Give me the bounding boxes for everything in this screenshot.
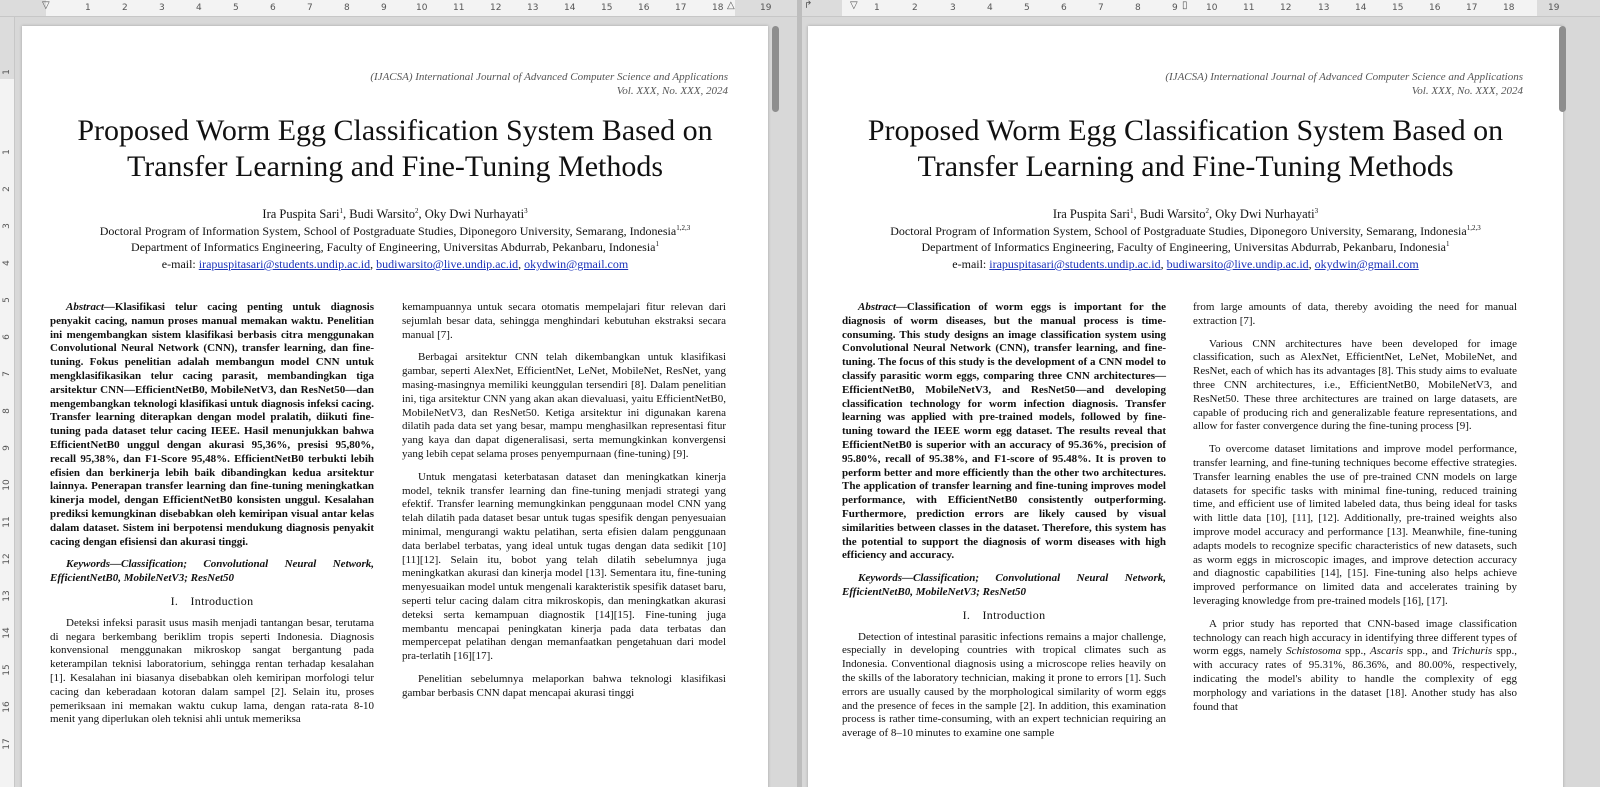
affiliation <box>22 240 768 255</box>
section-heading: I. Introduction <box>170 593 254 608</box>
ruler-number: 3 <box>159 3 165 13</box>
affiliation-text: Doctoral Program of Information System, School of Postgraduate Studies, Diponegoro University, Semarang, Indonesia <box>99 224 677 238</box>
journal-name: (IJACSA) International Journal of Advanced Computer Science and Applications <box>1165 71 1523 83</box>
ruler-number: 19 <box>760 3 772 13</box>
ruler-number: 8 <box>344 3 350 13</box>
author-name: Ira Puspita Sari <box>1052 207 1130 222</box>
ruler-number: 11 <box>453 3 465 13</box>
ruler-number: 8 <box>2 408 12 414</box>
ruler-number: 13 <box>1318 3 1330 13</box>
ruler-number: 7 <box>1098 3 1104 13</box>
vertical-ruler[interactable] <box>0 17 15 787</box>
author-sup: 3 <box>524 207 528 215</box>
keywords: Keywords—Classification; Convolutional Neural Network, EfficientNetB0, MobileNetV3; ResNet50 <box>50 558 374 585</box>
author-sup: 3 <box>1314 207 1319 215</box>
ruler-left-margin <box>0 0 46 16</box>
ruler-number: 4 <box>196 3 202 13</box>
author-list: Ira Puspita Sari$^1$, Budi Warsito$^2$, Oky Dwi Nurhayati$^3$ <box>262 207 528 222</box>
email-link[interactable]: okydwin@gmail.com <box>524 257 629 271</box>
ruler-number: 6 <box>270 3 276 13</box>
column-right[interactable] <box>1193 301 1517 723</box>
author-name: Oky Dwi Nurhayati <box>424 207 525 222</box>
ruler-number: 3 <box>950 3 956 13</box>
column-right[interactable] <box>402 301 726 710</box>
ruler-number: 18 <box>712 3 724 13</box>
affiliation-text: Doctoral Program of Information System, School of Postgraduate Studies, Diponegoro University, Semarang, Indonesia <box>890 224 1467 238</box>
horizontal-ruler[interactable] <box>802 0 1600 17</box>
ruler-number: 1 <box>2 69 12 75</box>
email-link[interactable]: budiwarsito@live.undip.ac.id <box>1166 257 1309 271</box>
ruler-number: 14 <box>1355 3 1367 13</box>
email-link[interactable]: irapuspitasari@students.undip.ac.id <box>198 257 371 271</box>
ruler-number: 4 <box>987 3 993 13</box>
ruler-number: 16 <box>638 3 650 13</box>
title-line: Proposed Worm Egg Classification System Based on <box>77 114 713 147</box>
ruler-right-margin <box>1537 0 1600 16</box>
title-line: Transfer Learning and Fine-Tuning Methods <box>126 150 664 183</box>
right-document-pane[interactable] <box>802 0 1600 787</box>
email-line: e-mail: irapuspitasari@students.undip.ac.id, budiwarsito@live.undip.ac.id, okydwin@gmail.com <box>952 257 1419 271</box>
ruler-number: 15 <box>601 3 613 13</box>
text-run: spp., <box>1341 645 1370 658</box>
document-page[interactable] <box>22 26 768 787</box>
affiliation <box>22 224 768 239</box>
ruler-number: 1 <box>2 149 12 155</box>
author-name: Budi Warsito <box>349 207 416 222</box>
ruler-number: 14 <box>2 627 12 639</box>
ruler-number: 18 <box>1503 3 1515 13</box>
ruler-number: 17 <box>675 3 687 13</box>
title-line: Transfer Learning and Fine-Tuning Methods <box>917 150 1454 183</box>
scrollbar-thumb[interactable] <box>1559 26 1566 112</box>
left-document-pane[interactable] <box>0 0 797 787</box>
affiliation <box>808 224 1563 239</box>
species-name: Trichuris <box>1451 645 1493 658</box>
column-marker-icon[interactable]: ▯ <box>1182 0 1188 11</box>
ruler-number: 5 <box>2 297 12 303</box>
affiliation-sup: 1 <box>655 240 659 248</box>
author-list: Ira Puspita Sari$^1$, Budi Warsito$^2$, Oky Dwi Nurhayati$^3$ <box>1052 207 1319 222</box>
ruler-number: 12 <box>1280 3 1292 13</box>
ruler-number: 12 <box>490 3 502 13</box>
author-name: Ira Puspita Sari <box>262 207 340 222</box>
ruler-number: 10 <box>1206 3 1218 13</box>
ruler-number: 1 <box>85 3 91 13</box>
species-name: Schistosoma <box>1286 645 1342 658</box>
affiliation-sup: 1,2,3 <box>1466 224 1481 232</box>
paragraph: kemampuannya untuk secara otomatis mempelajari fitur relevan dari sejumlah besar data, sehingga menghindari kebutuhan ekstraksi secara manual [7]. <box>402 301 726 341</box>
journal-header <box>1165 70 1523 98</box>
abstract <box>50 301 374 549</box>
tab-stop-icon[interactable]: ↱ <box>804 0 813 11</box>
affiliation <box>808 240 1563 255</box>
ruler-number: 5 <box>1024 3 1030 13</box>
email-link[interactable]: irapuspitasari@students.undip.ac.id <box>989 257 1161 271</box>
ruler-number: 6 <box>2 334 12 340</box>
ruler-number: 10 <box>2 479 12 491</box>
ruler-number: 6 <box>1061 3 1067 13</box>
ruler-number: 16 <box>1429 3 1441 13</box>
section-heading: I. Introduction <box>962 607 1046 622</box>
ruler-number: 9 <box>1172 3 1178 13</box>
abstract-text: Klasifikasi telur cacing penting untuk diagnosis penyakit cacing, namun proses manual memakan waktu. Penelitian ini mengembangkan sistem klasifikasi berbasis citra menggunakan Convolutional Neural Network (CNN), transfer learning, dan fine-tuning. Fokus penelitian adalah membangun model CNN untuk mengklasifikasikan telur cacing parasit, membandingkan tiga arsitektur CNN—EfficientNetB0, MobileNetV3, dan ResNet50—dan mengembangkan teknologi klasifikasi untuk diagnosis infeksi cacing. Transfer learning diterapkan dengan model pralatih, diikuti fine-tuning pada dataset telur cacing IEEE. Hasil menunjukkan bahwa EfficientNetB0 unggul dengan akurasi 95,36%, presisi 95,80%, recall 95,38%, dan F1-Score 95,48%. EfficientNetB0 terbukti lebih efisien dan berkinerja lebih baik dibandingkan kedua arsitektur lainnya. Penerapan transfer learning dan fine-tuning meningkatkan kinerja model, dengan EfficientNetB0 konsisten unggul. Kesalahan prediksi kemungkinan disebabkan oleh kemiripan visual antar kelas dalam dataset. Sistem ini berpotensi mendukung diagnosis penyakit cacing dengan efisiensi dan akurasi tinggi. <box>50 301 374 548</box>
ruler-number: 19 <box>1548 3 1560 13</box>
ruler-number: 17 <box>2 738 12 750</box>
ruler-number: 14 <box>564 3 576 13</box>
scrollbar-thumb[interactable] <box>772 26 779 112</box>
ruler-number: 5 <box>233 3 239 13</box>
ruler-number: 11 <box>1243 3 1255 13</box>
title-line: Proposed Worm Egg Classification System Based on <box>867 114 1504 147</box>
ruler-number: 7 <box>307 3 313 13</box>
author-name: Oky Dwi Nurhayati <box>1215 207 1315 222</box>
ruler-number: 2 <box>2 186 12 192</box>
journal-volume: Vol. XXX, No. XXX, 2024 <box>1411 85 1523 97</box>
abstract-text: Classification of worm eggs is important for the diagnosis of worm diseases, but the manual process is time-consuming. This study designs an image classification system using Convolutional Neural Network (CNN), transfer learning, and fine-tuning. The focus of this study is the development of a CNN model to classify parasitic worm eggs, comparing three CNN architectures—EfficientNetB0, MobileNetV3, and ResNet50—and developing classification technology for worm infection diagnosis. Transfer learning was applied with pre-trained models, followed by fine-tuning toward the IEEE worm egg dataset. The results reveal that EfficientNetB0 is superior with an accuracy of 95.36%, precision of 95.80%, recall of 95.38%, and F1-score of 95.48%. It is proven to perform better and more efficiently than the other two architectures. The application of transfer learning and fine-tuning improves model performance, with EfficientNetB0 consistently outperforming. Furthermore, prediction errors are likely caused by visual similarities between classes in the dataset. Therefore, this system has the potential to support the diagnosis of worm diseases with high efficiency and accuracy. <box>842 301 1166 562</box>
ruler-number: 9 <box>381 3 387 13</box>
author-sup: 2 <box>415 207 419 215</box>
paragraph: Untuk mengatasi keterbatasan dataset dan meningkatkan kinerja model, teknik transfer learning dan fine-tuning menjadi strategi yang efektif. Transfer learning memungkinkan penggunaan model CNN yang telah dilatih pada dataset besar untuk tugas spesifik dengan penyesuaian minimal, mengurangi waktu pelatihan, serta efisien dalam penggunaan data berlabel terbatas, yang ideal untuk tugas dengan data sedikit [10][11][12]. Selain itu, bobot yang telah dilatih sebelumnya juga meningkatkan akurasi dan kinerja model [13]. Sementara itu, fine-tuning menyesuaikan model untuk mengenali karakteristik spesifik dataset baru, seperti telur cacing dalam citra mikroskopis, dan meningkatkan akurasi deteksi serta kemampuan diagnostik [14][15]. Fine-tuning juga membantu mencapai peningkatan kinerja pada data terbatas dan mempercepat pelatihan dengan memanfaatkan pengetahuan dari model pra-terlatih [16][17]. <box>402 470 726 663</box>
affiliation-sup: 1,2,3 <box>676 224 691 232</box>
author-sup: 1 <box>339 207 343 215</box>
paragraph: Deteksi infeksi parasit usus masih menjadi tantangan besar, terutama di negara berkembang beriklim tropis seperti Indonesia. Diagnosis konvensional menggunakan mikroskop sangat bergantung pada keterampilan teknisi laboratorium, sehingga rentan terhadap kesalahan [1]. Kesalahan ini biasanya disebabkan oleh kemiripan morfologi telur cacing dan keberadaan kotoran dalam sampel [2]. Selain itu, proses pemeriksaan ini memakan waktu cukup lama, dengan rata-rata 8-10 menit yang diperlukan oleh teknisi ahli untuk memeriksa <box>50 616 374 726</box>
email-link[interactable]: budiwarsito@live.undip.ac.id <box>376 257 519 271</box>
ruler-number: 7 <box>2 371 12 377</box>
left-indent-marker-icon[interactable]: ▽ <box>850 0 858 11</box>
right-indent-marker-icon[interactable]: △ <box>727 0 735 11</box>
ruler-number: 13 <box>527 3 539 13</box>
ruler-number: 2 <box>122 3 128 13</box>
email-line: e-mail: irapuspitasari@students.undip.ac.id, budiwarsito@live.undip.ac.id, okydwin@gmail.com <box>161 257 629 271</box>
text-run: spp., with accuracy rates of 95.31%, 86.36%, and 80.00%, respectively, indicating the model's ability to handle the complexity of egg morphology and variations in the dataset [18]. Another study has also found that <box>1193 645 1518 713</box>
column-left[interactable] <box>842 301 1166 750</box>
email-label: e-mail: <box>161 257 199 271</box>
ruler-number: 2 <box>912 3 918 13</box>
abstract <box>842 301 1166 563</box>
affiliation-text: Department of Informatics Engineering, Faculty of Engineering, Universitas Abdurrab, Pekanbaru, Indonesia <box>921 240 1446 254</box>
ruler-number: 17 <box>1466 3 1478 13</box>
paper-title <box>22 113 768 185</box>
column-left[interactable] <box>50 301 374 736</box>
affiliation-text: Department of Informatics Engineering, Faculty of Engineering, Universitas Abdurrab, Pekanbaru, Indonesia <box>130 240 656 254</box>
paragraph: Detection of intestinal parasitic infections remains a major challenge, especially in developing countries with tropical climates such as Indonesia. Conventional diagnosis using a microscope relies heavily on the skills of the laboratory technician, making it prone to errors [1]. Such errors are usually caused by the morphological similarity of worm eggs and the presence of feces in the sample [2]. In addition, this examination process is rather time-consuming, with an expert technician requiring an average of 8–10 minutes to examine one sample <box>842 630 1166 740</box>
paper-title <box>808 113 1563 185</box>
ruler-number: 13 <box>2 590 12 602</box>
author-name: Budi Warsito <box>1139 207 1206 222</box>
journal-volume: Vol. XXX, No. XXX, 2024 <box>616 85 728 97</box>
paragraph: To overcome dataset limitations and improve model performance, transfer learning, and fine-tuning techniques become effective strategies. Transfer learning enables the use of pre-trained CNN models on large datasets for specific tasks with minimal fine-tuning, reduced training time, and efficient use of limited labeled data, thus being ideal for tasks with little data [10], [11], [12]. Additionally, pre-trained weights also improve model accuracy and performance [13]. Meanwhile, fine-tuning adapts models to recognize specific characteristics of new datasets, such as worm eggs in microscopic images, and improve detection accuracy and diagnostic capabilities [14], [15]. Fine-tuning also helps achieve improved performance on limited data and accelerates training by leveraging knowledge from pre-trained models [16], [17]. <box>1193 443 1517 607</box>
paragraph: Berbagai arsitektur CNN telah dikembangkan untuk klasifikasi gambar, seperti AlexNet, EfficientNet, LeNet, MobileNet, ResNet, yang masing-masingnya memiliki keunggulan tersendiri [8]. Dalam penelitian ini, tiga arsitektur CNN yang akan akan dievaluasi, yaitu EfficientNetB0, MobileNetV3, dan ResNet50. Ketiga arsitektur ini digunakan karena dilatih pada data set yang besar, mampu menghasilkan representasi fitur yang kaya dan dapat digeneralisasi, serta memungkinkan konvergensi yang lebih cepat selama proses penyempurnaan (fine-tuning) [9]. <box>402 351 726 460</box>
ruler-number: 15 <box>2 664 12 676</box>
email-link[interactable]: okydwin@gmail.com <box>1314 257 1419 271</box>
journal-name: (IJACSA) International Journal of Advanced Computer Science and Applications <box>370 71 728 83</box>
paragraph <box>1193 618 1517 715</box>
ruler-number: 1 <box>874 3 880 13</box>
author-sup: 1 <box>1130 207 1134 215</box>
journal-header <box>370 70 728 98</box>
email-label: e-mail: <box>952 257 990 271</box>
text-run: spp., and <box>1403 645 1452 658</box>
ruler-number: 10 <box>416 3 428 13</box>
ruler-number: 3 <box>2 223 12 229</box>
ruler-number: 12 <box>2 553 12 565</box>
author-sup: 2 <box>1205 207 1210 215</box>
abstract-label: Abstract— <box>66 301 115 313</box>
text-run: A prior study has reported that CNN-based image classification technology can reach high accuracy in identifying three different types of worm eggs, namely <box>1193 617 1517 658</box>
horizontal-ruler[interactable] <box>0 0 797 17</box>
paragraph: Various CNN architectures have been developed for image classification, such as AlexNet, EfficientNet, LeNet, MobileNet, and ResNet, each of which has its advantages [8]. This study aims to evaluate three CNN architectures, i.e., EfficientNetB0, MobileNetV3, and ResNet50. These three architectures are trained on large datasets, are capable of producing rich and generalizable feature representations, and allow for faster convergence during the fine-tuning process [9]. <box>1193 337 1517 433</box>
ruler-number: 15 <box>1392 3 1404 13</box>
affiliation-sup: 1 <box>1446 240 1450 248</box>
keywords: Keywords—Classification; Convolutional Neural Network, EfficientNetB0, MobileNetV3; ResNet50 <box>842 572 1166 598</box>
ruler-number: 4 <box>2 260 12 266</box>
ruler-number: 8 <box>1135 3 1141 13</box>
species-name: Ascaris <box>1370 645 1403 658</box>
paragraph: Penelitian sebelumnya melaporkan bahwa teknologi klasifikasi gambar berbasis CNN dapat mencapai akurasi tinggi <box>402 672 726 699</box>
ruler-number: 9 <box>2 445 12 451</box>
abstract-label: Abstract— <box>858 301 907 313</box>
left-indent-marker-icon[interactable]: ▽ <box>42 0 50 11</box>
ruler-number: 11 <box>2 516 12 528</box>
paragraph: from large amounts of data, thereby avoiding the need for manual extraction [7]. <box>1193 301 1517 327</box>
ruler-number: 16 <box>2 701 12 713</box>
document-page[interactable] <box>808 26 1563 787</box>
